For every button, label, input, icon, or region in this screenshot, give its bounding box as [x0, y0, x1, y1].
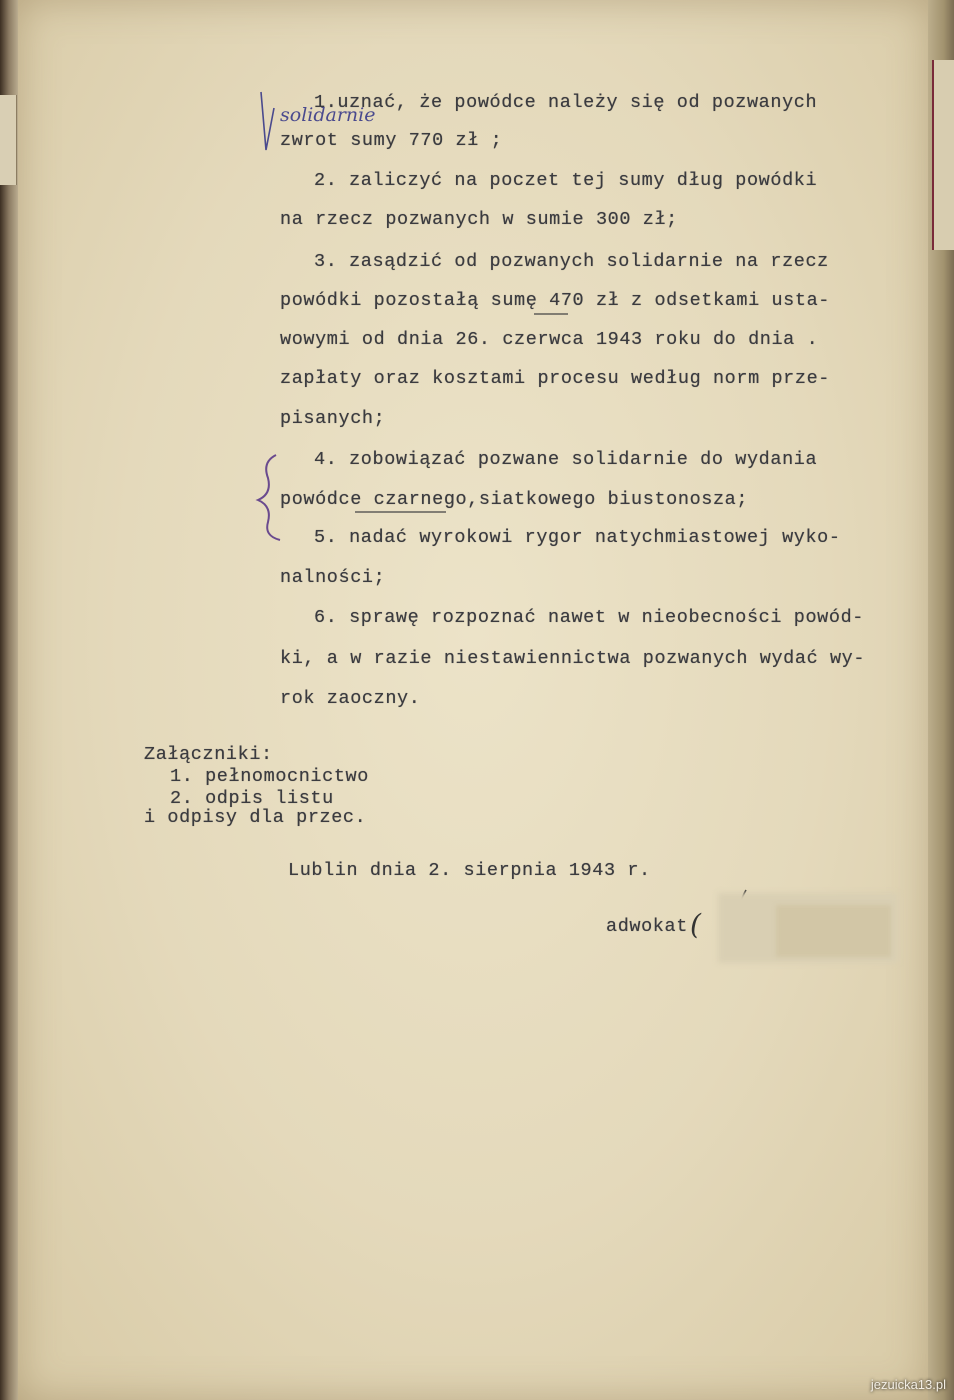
- right-page-tab: [932, 60, 954, 250]
- item-2-line-2: na rzecz pozwanych w sumie 300 zł;: [280, 209, 678, 230]
- item-2-line-1: 2. zaliczyć na poczet tej sumy dług powódki: [314, 170, 818, 191]
- attachment-line-1: 1. pełnomocnictwo: [170, 766, 369, 787]
- signature-label: adwokat: [606, 916, 688, 937]
- item-5-line-1: 5. nadać wyrokowi rygor natychmiastowej wyko-: [314, 527, 841, 548]
- item-6-line-3: rok zaoczny.: [280, 688, 421, 709]
- handwritten-insert-solidarnie: solidarnie: [280, 104, 376, 126]
- item-3-line-5: pisanych;: [280, 408, 386, 429]
- attachment-line-2: 2. odpis listu: [170, 788, 334, 809]
- item-6-line-2: ki, a w razie niestawiennictwa pozwanych wydać wy-: [280, 648, 866, 669]
- redacted-signature-patch: [776, 905, 891, 957]
- item-3-line-4: zapłaty oraz kosztami procesu według norm prze-: [280, 368, 830, 389]
- item-1-line-1: 1.uznać, że powódce należy się od pozwanych: [314, 92, 818, 113]
- item-3-line-1: 3. zasądzić od pozwanych solidarnie na rzecz: [314, 251, 829, 272]
- item-1-line-2: zwrot sumy 770 zł ;: [280, 130, 503, 151]
- place-date: Lublin dnia 2. sierpnia 1943 r.: [288, 860, 651, 881]
- item-3-line-2: powódki pozostałą sumę 470 zł z odsetkami usta-: [280, 290, 830, 311]
- signature-handwriting: (: [690, 908, 701, 941]
- item-3-line-3: wowymi od dnia 26. czerwca 1943 roku do dnia .: [280, 329, 819, 350]
- attachment-line-3: i odpisy dla przec.: [144, 807, 367, 828]
- item-5-line-2: nalności;: [280, 567, 386, 588]
- curly-brace-mark: [258, 455, 280, 540]
- document-page: [18, 0, 930, 1400]
- item-4-line-1: 4. zobowiązać pozwane solidarnie do wydania: [314, 449, 818, 470]
- insert-caret-mark: [261, 92, 274, 150]
- underlying-page-scrap: [0, 95, 17, 185]
- item-6-line-1: 6. sprawę rozpoznać nawet w nieobecności powód-: [314, 607, 864, 628]
- item-4-line-2: powódce czarnego,siatkowego biustonosza;: [280, 489, 749, 510]
- attachments-heading: Załączniki:: [144, 744, 273, 765]
- watermark: jezuicka13.pl: [870, 1377, 946, 1392]
